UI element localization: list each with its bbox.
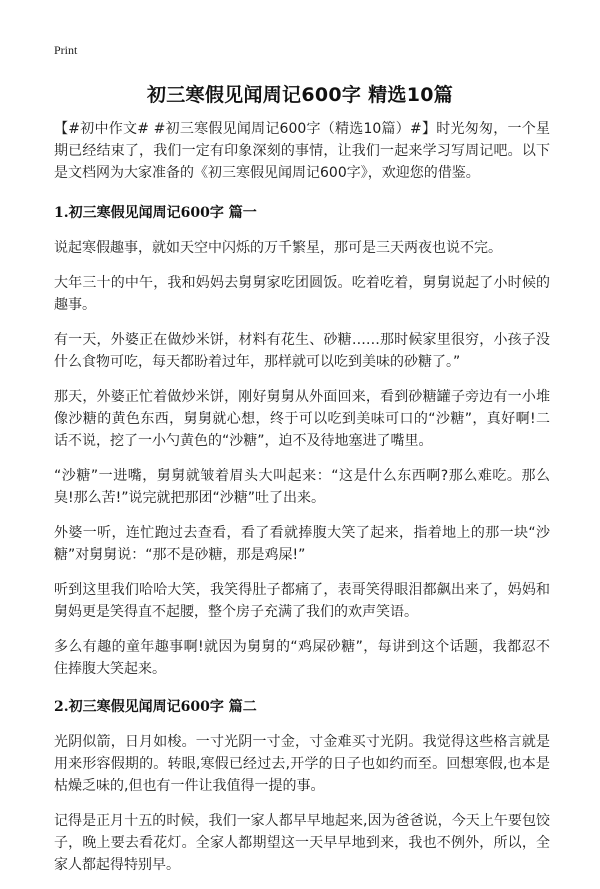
paragraph: 大年三十的中午，我和妈妈去舅舅家吃团圆饭。吃着吃着，舅舅说起了小时候的趣事。 [54, 275, 550, 313]
paragraph: 记得是正月十五的时候，我们一家人都早早地起来,因为爸爸说，今天上午要包饺子，晚上要去看花灯。全家人都期望这一天早早地到来，我也不例外，所以，全家人都起得特别早。 [54, 813, 550, 873]
print-label[interactable]: Print [54, 43, 78, 57]
section-heading: 2.初三寒假见闻周记600字 篇二 [54, 699, 257, 715]
paragraph: 外婆一听，连忙跑过去查看，看了看就捧腹大笑了起来，指着地上的那一块“沙糖”对舅舅说：“那不是砂糖，那是鸡屎!” [54, 525, 550, 563]
paragraph: 那天，外婆正忙着做炒米饼，刚好舅舅从外面回来，看到砂糖罐子旁边有一小堆像沙糖的黄色东西，舅舅就心想，终于可以吃到美味可口的“沙糖”，真好啊!二话不说，挖了一小勺黄色的“沙糖”，迫不及待地塞进了嘴里。 [54, 389, 550, 449]
paragraph: 有一天，外婆正在做炒米饼，材料有花生、砂糖……那时候家里很穷，小孩子没什么食物可吃，每天都盼着过年，那样就可以吃到美味的砂糖了。” [54, 332, 550, 370]
page-title: 初三寒假见闻周记600字 精选10篇 [146, 84, 454, 106]
article-body [54, 118, 550, 889]
paragraph: 说起寒假趣事，就如天空中闪烁的万千繁星，那可是三天两夜也说不完。 [54, 240, 502, 256]
paragraph: 听到这里我们哈哈大笑，我笑得肚子都痛了，表哥笑得眼泪都飙出来了，妈妈和舅妈更是笑得直不起腰，整个房子充满了我们的欢声笑语。 [54, 582, 550, 620]
paragraph: 光阴似箭，日月如梭。一寸光阴一寸金，寸金难买寸光阴。我觉得这些格言就是用来形容假期的。转眼,寒假已经过去,开学的日子也如约而至。回想寒假,也本是枯燥乏味的,但也有一件让我值得一提的事。 [54, 734, 550, 794]
intro-paragraph: 【#初中作文# #初三寒假见闻周记600字（精选10篇）#】时光匆匆，一个星期已经结束了，我们一定有印象深刻的事情，让我们一起来学习写周记吧。以下是文档网为大家准备的《初三寒假见闻周记600字》，欢迎您的借鉴。 [54, 121, 550, 181]
section-heading: 1.初三寒假见闻周记600字 篇一 [54, 205, 257, 221]
paragraph: “沙糖”一进嘴，舅舅就皱着眉头大叫起来：“这是什么东西啊?那么难吃。那么臭!那么苦!”说完就把那团“沙糖”吐了出来。 [54, 468, 550, 506]
paragraph: 多么有趣的童年趣事啊!就因为舅舅的“鸡屎砂糖”，每讲到这个话题，我都忍不住捧腹大笑起来。 [54, 639, 550, 677]
